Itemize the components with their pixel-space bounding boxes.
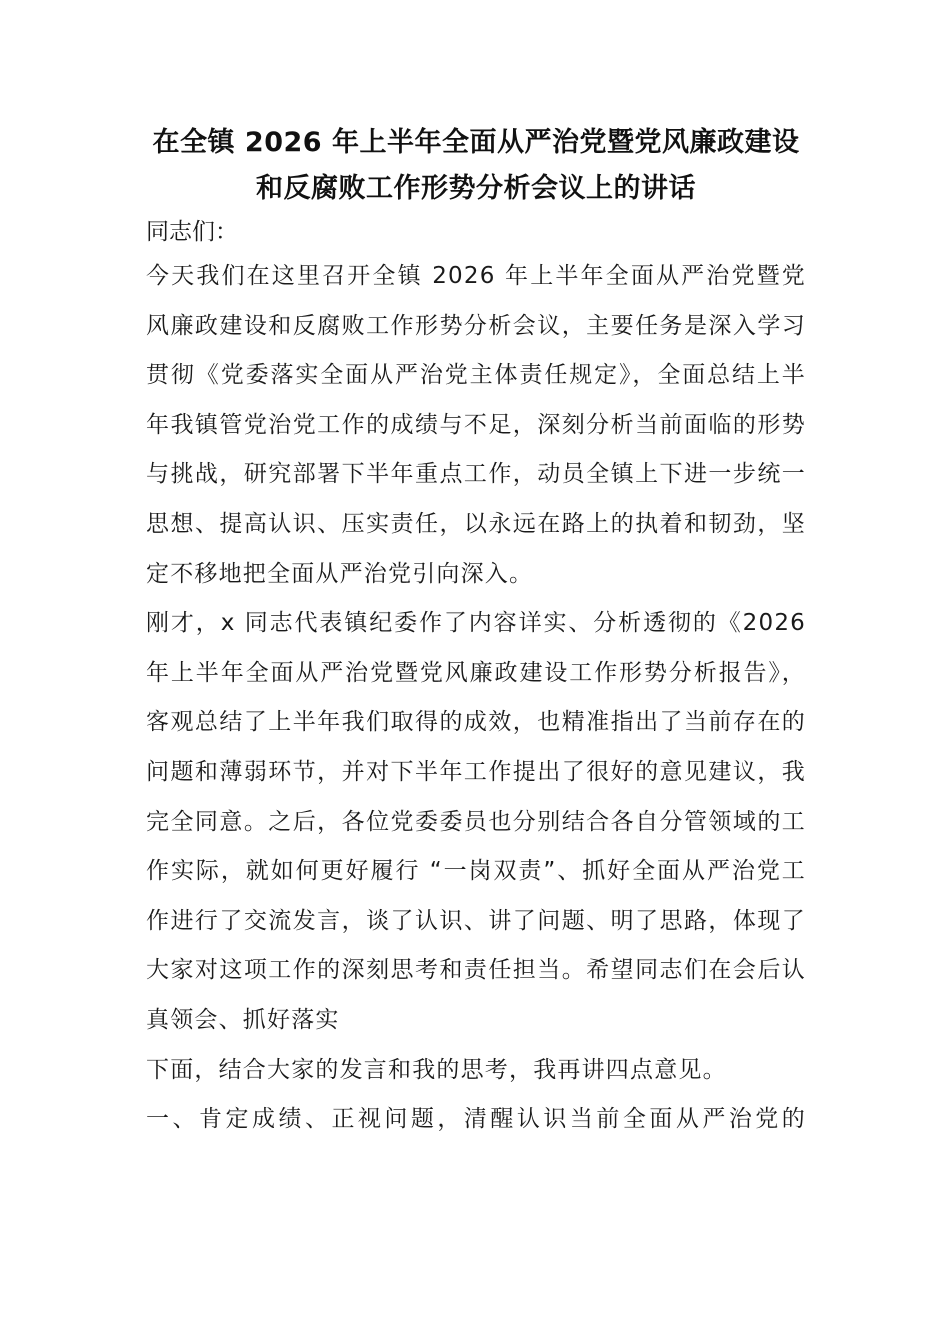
paragraph-review: 刚才，x 同志代表镇纪委作了内容详实、分析透彻的《2026 年上半年全面从严治党暨党风廉政建设工作形势分析报告》，客观总结了上半年我们取得的成效，也精准指出了当前存在的问题和薄弱环节，并对下半年工作提出了很好的意见建议，我完全同意。之后，各位党委委员也分别结合各自分管领域的工作实际，就如何更好履行 “一岗双责”、抓好全面从严治党工作进行了交流发言，谈了认识、讲了问题、明了思路，体现了大家对这项工作的深刻思考和责任担当。希望同志们在会后认真领会、抓好落实 xyxy=(146,610,806,1033)
paragraph-transition: 下面，结合大家的发言和我的思考，我再讲四点意见。 xyxy=(146,1056,727,1083)
title-line-2: 和反腐败工作形势分析会议上的讲话 xyxy=(256,173,696,204)
section-heading-1: 一、肯定成绩、正视问题，清醒认识当前全面从严治党的 xyxy=(146,1106,806,1133)
document-title xyxy=(146,120,806,212)
document-page xyxy=(146,120,806,1145)
salutation: 同志们： xyxy=(146,219,238,245)
title-line-1: 在全镇 2026 年上半年全面从严治党暨党风廉政建设 xyxy=(152,127,800,158)
paragraph-opening: 今天我们在这里召开全镇 2026 年上半年全面从严治党暨党风廉政建设和反腐败工作形势分析会议，主要任务是深入学习贯彻《党委落实全面从严治党主体责任规定》，全面总结上半年我镇管党治党工作的成绩与不足，深刻分析当前面临的形势与挑战，研究部署下半年重点工作，动员全镇上下进一步统一思想、提高认识、压实责任，以永远在路上的执着和韧劲，坚定不移地把全面从严治党引向深入。 xyxy=(146,263,806,587)
